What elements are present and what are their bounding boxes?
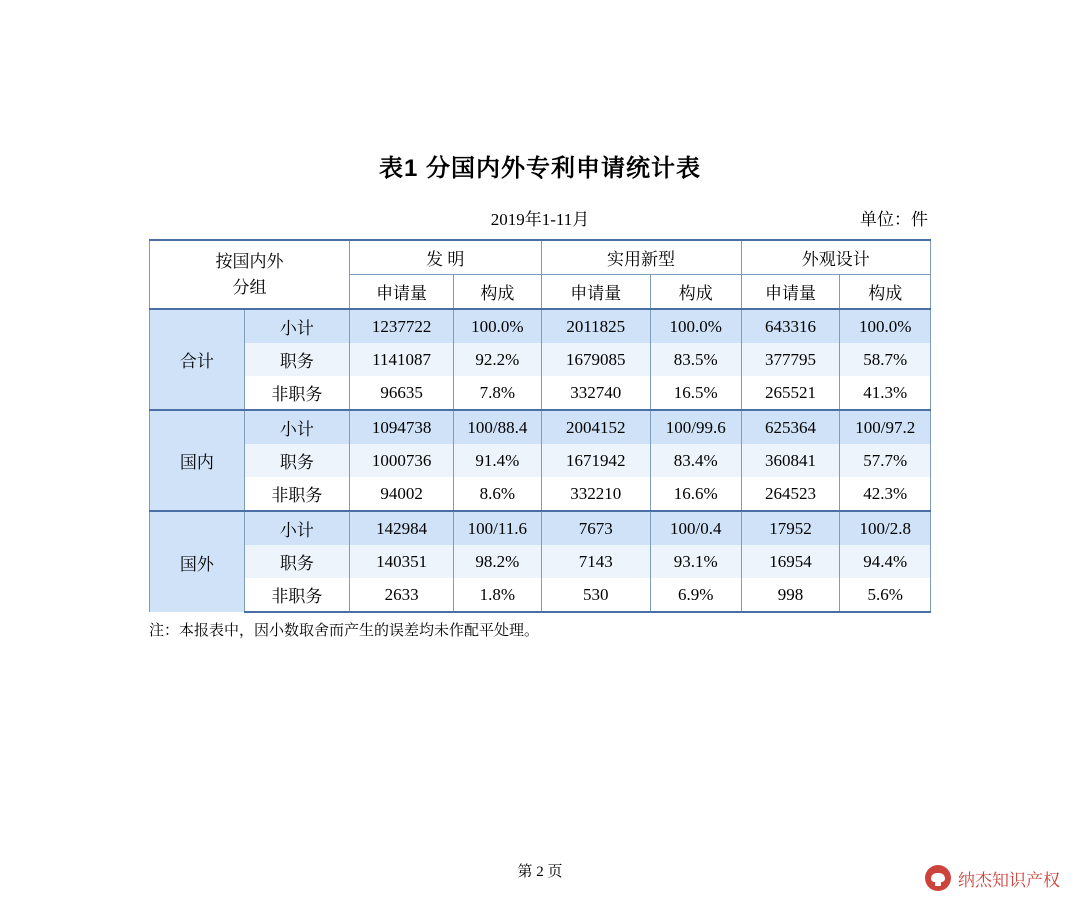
group-header-invention: 发 明 [349,240,541,275]
table-row [150,343,931,376]
period-label: 2019年1-11月 [490,210,590,229]
row-label: 职务 [244,343,349,376]
cell-value: 142984 [349,511,453,545]
cell-value: 16954 [741,545,840,578]
cell-value: 92.2% [454,343,541,376]
unit-label: 单位：件 [860,210,928,229]
table-row [150,410,931,444]
wechat-logo-icon [925,865,951,891]
table-note: 注：本报表中，因小数取舍而产生的误差均未作配平处理。 [149,623,540,639]
corner-header-line2: 分组 [232,277,267,297]
table-row [150,511,931,545]
group-label-foreign: 国外 [150,511,245,612]
cell-value: 96635 [349,376,453,410]
row-label: 小计 [244,309,349,343]
cell-value: 1237722 [349,309,453,343]
cell-value: 998 [741,578,840,612]
cell-value: 94002 [349,477,453,511]
cell-value: 100/11.6 [454,511,541,545]
cell-value: 16.5% [650,376,741,410]
corner-header [150,240,350,309]
table-row [150,444,931,477]
table-row [150,545,931,578]
subheader-utility-count: 申请量 [541,275,650,310]
cell-value: 265521 [741,376,840,410]
table-header-row-groups [150,240,931,275]
cell-value: 91.4% [454,444,541,477]
subtitle-row [0,205,1080,229]
group-label-domestic: 国内 [150,410,245,511]
page-title: 表1 分国内外专利申请统计表 [378,155,701,182]
watermark [925,865,1060,891]
row-label: 小计 [244,410,349,444]
group-header-design: 外观设计 [741,240,931,275]
cell-value: 5.6% [840,578,931,612]
cell-value: 332740 [541,376,650,410]
cell-value: 98.2% [454,545,541,578]
cell-value: 57.7% [840,444,931,477]
cell-value: 1094738 [349,410,453,444]
cell-value: 42.3% [840,477,931,511]
table-row [150,376,931,410]
subheader-design-count: 申请量 [741,275,840,310]
cell-value: 625364 [741,410,840,444]
cell-value: 94.4% [840,545,931,578]
group-label-total: 合计 [150,309,245,410]
cell-value: 2633 [349,578,453,612]
cell-value: 6.9% [650,578,741,612]
cell-value: 83.5% [650,343,741,376]
table-row [150,309,931,343]
cell-value: 100/99.6 [650,410,741,444]
cell-value: 377795 [741,343,840,376]
cell-value: 2004152 [541,410,650,444]
subheader-invention-count: 申请量 [349,275,453,310]
row-label: 职务 [244,444,349,477]
cell-value: 530 [541,578,650,612]
cell-value: 58.7% [840,343,931,376]
cell-value: 360841 [741,444,840,477]
cell-value: 7673 [541,511,650,545]
corner-header-line1: 按国内外 [215,252,284,271]
cell-value: 100/88.4 [454,410,541,444]
cell-value: 1141087 [349,343,453,376]
cell-value: 1679085 [541,343,650,376]
cell-value: 1000736 [349,444,453,477]
cell-value: 100/97.2 [840,410,931,444]
row-label: 职务 [244,545,349,578]
cell-value: 7143 [541,545,650,578]
cell-value: 1671942 [541,444,650,477]
subheader-utility-share: 构成 [650,275,741,310]
watermark-label: 纳杰知识产权 [958,870,1060,890]
cell-value: 264523 [741,477,840,511]
page-number: 第 2 页 [517,864,563,880]
patent-statistics-table [149,239,931,613]
cell-value: 140351 [349,545,453,578]
cell-value: 100/2.8 [840,511,931,545]
row-label: 小计 [244,511,349,545]
cell-value: 8.6% [454,477,541,511]
cell-value: 100/0.4 [650,511,741,545]
cell-value: 16.6% [650,477,741,511]
cell-value: 83.4% [650,444,741,477]
cell-value: 332210 [541,477,650,511]
row-label: 非职务 [244,376,349,410]
cell-value: 41.3% [840,376,931,410]
subheader-design-share: 构成 [840,275,931,310]
cell-value: 93.1% [650,545,741,578]
cell-value: 100.0% [840,309,931,343]
group-header-utility-model: 实用新型 [541,240,741,275]
document-page [0,148,1080,911]
table-row [150,578,931,612]
table-row [150,477,931,511]
row-label: 非职务 [244,477,349,511]
cell-value: 100.0% [454,309,541,343]
row-label: 非职务 [244,578,349,612]
cell-value: 643316 [741,309,840,343]
cell-value: 17952 [741,511,840,545]
cell-value: 2011825 [541,309,650,343]
cell-value: 7.8% [454,376,541,410]
cell-value: 100.0% [650,309,741,343]
cell-value: 1.8% [454,578,541,612]
subheader-invention-share: 构成 [454,275,541,310]
